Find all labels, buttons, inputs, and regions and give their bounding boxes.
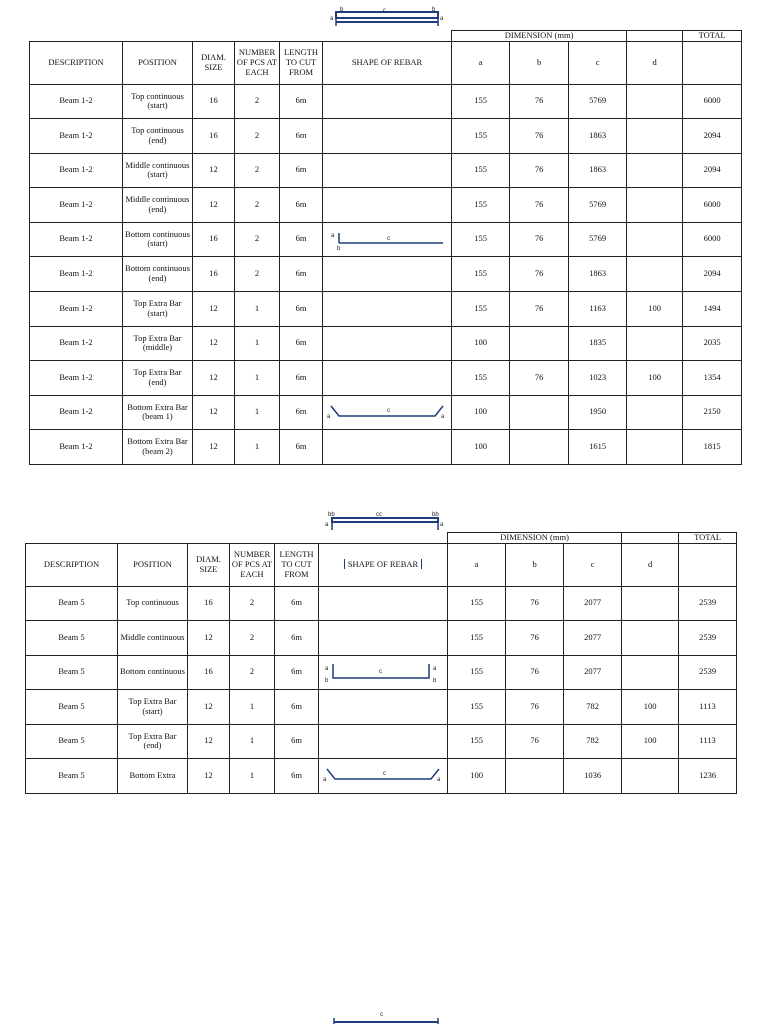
- cell-d: [627, 187, 683, 222]
- svg-text:a: a: [440, 522, 444, 528]
- rebar-shape-u-bar: [321, 658, 443, 688]
- cell-shape: [323, 326, 452, 360]
- cell-d: 100: [622, 724, 679, 758]
- cell-b: 76: [506, 586, 564, 620]
- table-row: [26, 620, 737, 655]
- cell-pos: Top continuous (end): [123, 118, 193, 153]
- header-a: a: [448, 543, 506, 586]
- next-page-rebar-diagram: [326, 1010, 444, 1024]
- cell-shape: [323, 153, 452, 187]
- header-shape: [319, 543, 448, 586]
- cell-c: 782: [564, 689, 622, 724]
- table-row: [30, 360, 742, 395]
- cell-b: 76: [506, 724, 564, 758]
- table-row: [30, 256, 742, 291]
- header-pcs: NUMBER OF PCS AT EACH: [230, 543, 275, 586]
- cell-diam: 16: [193, 118, 235, 153]
- cell-diam: 12: [188, 724, 230, 758]
- header-length: LENGTH TO CUT FROM: [275, 543, 319, 586]
- svg-text:a: a: [441, 413, 445, 420]
- cell-pos: Middle continuous (start): [123, 153, 193, 187]
- cell-diam: 12: [188, 689, 230, 724]
- cell-b: 76: [510, 291, 569, 326]
- svg-text:a: a: [323, 776, 327, 783]
- svg-text:bb: bb: [432, 512, 439, 518]
- cell-pcs: 1: [235, 326, 280, 360]
- header-pcs: NUMBER OF PCS AT EACH: [235, 41, 280, 84]
- cell-d: [622, 655, 679, 689]
- cell-desc: Beam 5: [26, 689, 118, 724]
- cell-desc: Beam 1-2: [30, 395, 123, 429]
- cell-shape: [323, 360, 452, 395]
- header-diam: DIAM. SIZE: [188, 543, 230, 586]
- cell-a: 100: [452, 326, 510, 360]
- cell-b: [510, 395, 569, 429]
- cell-d: [627, 222, 683, 256]
- svg-text:c: c: [383, 8, 386, 14]
- cell-pcs: 1: [230, 758, 275, 793]
- cell-desc: Beam 5: [26, 655, 118, 689]
- cell-shape: [323, 429, 452, 464]
- svg-text:a: a: [437, 776, 441, 783]
- cell-pcs: 1: [230, 689, 275, 724]
- cell-desc: Beam 1-2: [30, 153, 123, 187]
- cell-d: [627, 395, 683, 429]
- cell-pos: Bottom continuous (start): [123, 222, 193, 256]
- cell-total: 2539: [679, 586, 737, 620]
- cell-len: 6m: [280, 222, 323, 256]
- svg-text:a: a: [433, 665, 437, 672]
- cell-desc: Beam 1-2: [30, 84, 123, 118]
- header-length: LENGTH TO CUT FROM: [280, 41, 323, 84]
- cell-a: 155: [448, 724, 506, 758]
- cell-a: 155: [452, 187, 510, 222]
- cell-desc: Beam 5: [26, 586, 118, 620]
- cell-desc: Beam 5: [26, 758, 118, 793]
- table-row: [26, 689, 737, 724]
- header-total: [683, 41, 742, 84]
- header-total: [679, 543, 737, 586]
- cell-total: 1113: [679, 689, 737, 724]
- cell-len: 6m: [275, 620, 319, 655]
- cell-total: 2539: [679, 620, 737, 655]
- cell-c: 1615: [569, 429, 627, 464]
- cell-a: 155: [452, 291, 510, 326]
- cell-total: 1354: [683, 360, 742, 395]
- table-row: [30, 395, 742, 429]
- svg-text:a: a: [325, 522, 329, 528]
- svg-text:cc: cc: [376, 512, 382, 518]
- cell-diam: 12: [193, 153, 235, 187]
- cell-pos: Top Extra Bar (middle): [123, 326, 193, 360]
- cell-pos: Top continuous (start): [123, 84, 193, 118]
- cell-shape: [323, 222, 452, 256]
- cell-total: 6000: [683, 187, 742, 222]
- table-row: [30, 222, 742, 256]
- cell-d: [627, 326, 683, 360]
- cell-shape: [323, 256, 452, 291]
- cell-len: 6m: [280, 187, 323, 222]
- rebar-schedule-table-1: [29, 30, 742, 465]
- cell-len: 6m: [280, 429, 323, 464]
- cell-b: 76: [506, 620, 564, 655]
- cell-a: 155: [448, 689, 506, 724]
- header-description: DESCRIPTION: [30, 41, 123, 84]
- cell-d: [622, 620, 679, 655]
- cell-c: 782: [564, 724, 622, 758]
- cell-diam: 12: [193, 326, 235, 360]
- cell-pos: Middle continuous (end): [123, 187, 193, 222]
- svg-text:b: b: [337, 245, 341, 252]
- cell-c: 1023: [569, 360, 627, 395]
- cell-b: 76: [510, 84, 569, 118]
- cell-desc: Beam 1-2: [30, 326, 123, 360]
- cell-b: 76: [510, 118, 569, 153]
- cell-pcs: 1: [235, 429, 280, 464]
- header-description: DESCRIPTION: [26, 543, 118, 586]
- header-c: c: [569, 41, 627, 84]
- rebar-shape-bent-bar: [321, 761, 443, 791]
- table-row: [30, 187, 742, 222]
- header-shape-label: SHAPE OF REBAR: [344, 559, 422, 569]
- cell-pos: Bottom Extra Bar (beam 2): [123, 429, 193, 464]
- cell-b: [506, 758, 564, 793]
- cell-desc: Beam 1-2: [30, 291, 123, 326]
- cell-c: 1950: [569, 395, 627, 429]
- svg-text:b: b: [340, 7, 344, 13]
- svg-text:c: c: [383, 770, 386, 777]
- cell-pos: Top Extra Bar (end): [118, 724, 188, 758]
- cell-a: 155: [452, 153, 510, 187]
- cell-diam: 16: [188, 655, 230, 689]
- table-row: [26, 724, 737, 758]
- cell-d: [627, 256, 683, 291]
- cell-diam: 12: [193, 395, 235, 429]
- cell-a: 155: [452, 84, 510, 118]
- header-position: POSITION: [123, 41, 193, 84]
- cell-shape: [319, 620, 448, 655]
- cell-len: 6m: [275, 724, 319, 758]
- cell-diam: 12: [193, 429, 235, 464]
- cell-diam: 12: [193, 360, 235, 395]
- cell-diam: 12: [193, 291, 235, 326]
- cell-len: 6m: [275, 689, 319, 724]
- cell-pos: Bottom Extra Bar (beam 1): [123, 395, 193, 429]
- total-group-label: TOTAL: [679, 533, 737, 544]
- cell-d: [622, 586, 679, 620]
- cell-pos: Top Extra Bar (start): [123, 291, 193, 326]
- cell-pos: Middle continuous: [118, 620, 188, 655]
- cell-c: 1863: [569, 153, 627, 187]
- cell-shape: [319, 758, 448, 793]
- cell-c: 5769: [569, 222, 627, 256]
- header-d: d: [627, 41, 683, 84]
- total-group-label: TOTAL: [683, 31, 742, 42]
- cell-len: 6m: [280, 84, 323, 118]
- table-row: [30, 153, 742, 187]
- cell-a: 100: [452, 429, 510, 464]
- cell-pcs: 1: [230, 724, 275, 758]
- cell-pos: Bottom continuous (end): [123, 256, 193, 291]
- svg-text:c: c: [387, 407, 390, 414]
- table-row: [26, 586, 737, 620]
- cell-desc: Beam 5: [26, 724, 118, 758]
- cell-c: 1863: [569, 256, 627, 291]
- cell-diam: 16: [188, 586, 230, 620]
- svg-text:a: a: [331, 232, 335, 239]
- cell-total: 1494: [683, 291, 742, 326]
- svg-text:a: a: [330, 16, 334, 22]
- cell-pcs: 2: [235, 222, 280, 256]
- cell-d: [627, 84, 683, 118]
- dimension-group-label: DIMENSION (mm): [452, 31, 627, 42]
- cell-total: 2035: [683, 326, 742, 360]
- cell-diam: 12: [193, 187, 235, 222]
- cell-len: 6m: [275, 655, 319, 689]
- svg-text:bb: bb: [328, 512, 335, 518]
- cell-pos: Top Extra Bar (start): [118, 689, 188, 724]
- cell-c: 2077: [564, 620, 622, 655]
- table-row: [30, 291, 742, 326]
- header-shape: SHAPE OF REBAR: [323, 41, 452, 84]
- rebar-shape-bent-bar: [325, 398, 447, 428]
- cell-pos: Bottom Extra: [118, 758, 188, 793]
- cell-c: 1163: [569, 291, 627, 326]
- cell-pcs: 1: [235, 395, 280, 429]
- cell-total: 1113: [679, 724, 737, 758]
- cell-pos: Top Extra Bar (end): [123, 360, 193, 395]
- cell-pcs: 2: [235, 256, 280, 291]
- cell-c: 1863: [569, 118, 627, 153]
- cell-pos: Bottom continuous: [118, 655, 188, 689]
- cell-d: 100: [627, 360, 683, 395]
- cell-a: 155: [452, 256, 510, 291]
- cell-len: 6m: [280, 291, 323, 326]
- table-row: [30, 326, 742, 360]
- cell-total: 2539: [679, 655, 737, 689]
- header-d: d: [622, 543, 679, 586]
- cell-shape: [323, 84, 452, 118]
- header-c: c: [564, 543, 622, 586]
- cell-c: 1835: [569, 326, 627, 360]
- cell-pcs: 2: [230, 620, 275, 655]
- header-b: b: [506, 543, 564, 586]
- cell-len: 6m: [280, 326, 323, 360]
- cell-a: 155: [448, 655, 506, 689]
- header-position: POSITION: [118, 543, 188, 586]
- svg-text:b: b: [432, 7, 436, 13]
- cell-a: 155: [448, 586, 506, 620]
- cell-c: 1036: [564, 758, 622, 793]
- cell-total: 1815: [683, 429, 742, 464]
- cell-d: [627, 153, 683, 187]
- cell-c: 5769: [569, 187, 627, 222]
- cell-len: 6m: [280, 118, 323, 153]
- cell-d: [622, 758, 679, 793]
- cell-diam: 12: [188, 758, 230, 793]
- cell-b: [510, 429, 569, 464]
- cell-pos: Top continuous: [118, 586, 188, 620]
- cell-len: 6m: [275, 758, 319, 793]
- rebar-shape-l-bar: [325, 225, 447, 255]
- cell-total: 2094: [683, 118, 742, 153]
- cell-pcs: 1: [235, 291, 280, 326]
- cell-len: 6m: [280, 153, 323, 187]
- cell-a: 100: [452, 395, 510, 429]
- cell-pcs: 2: [230, 586, 275, 620]
- header-a: a: [452, 41, 510, 84]
- cell-pcs: 2: [230, 655, 275, 689]
- cell-shape: [323, 118, 452, 153]
- cell-diam: 16: [193, 84, 235, 118]
- cell-desc: Beam 1-2: [30, 222, 123, 256]
- top-rebar-diagram-1: [328, 4, 446, 30]
- cell-b: 76: [510, 187, 569, 222]
- table-row: [30, 118, 742, 153]
- cell-b: 76: [510, 360, 569, 395]
- cell-a: 100: [448, 758, 506, 793]
- svg-text:c: c: [380, 1012, 383, 1018]
- cell-c: 2077: [564, 655, 622, 689]
- cell-shape: [323, 395, 452, 429]
- cell-a: 155: [452, 222, 510, 256]
- cell-desc: Beam 5: [26, 620, 118, 655]
- cell-b: 76: [510, 256, 569, 291]
- cell-total: 2094: [683, 153, 742, 187]
- cell-pcs: 2: [235, 187, 280, 222]
- cell-desc: Beam 1-2: [30, 256, 123, 291]
- cell-d: 100: [622, 689, 679, 724]
- header-b: b: [510, 41, 569, 84]
- cell-diam: 12: [188, 620, 230, 655]
- cell-pcs: 2: [235, 118, 280, 153]
- cell-b: 76: [506, 655, 564, 689]
- cell-pcs: 1: [235, 360, 280, 395]
- cell-diam: 16: [193, 256, 235, 291]
- header-diam: DIAM. SIZE: [193, 41, 235, 84]
- cell-b: 76: [506, 689, 564, 724]
- cell-d: [627, 118, 683, 153]
- cell-pcs: 2: [235, 153, 280, 187]
- cell-a: 155: [452, 360, 510, 395]
- table-row: [26, 758, 737, 793]
- cell-shape: [319, 655, 448, 689]
- cell-b: 76: [510, 153, 569, 187]
- cell-a: 155: [448, 620, 506, 655]
- cell-c: 5769: [569, 84, 627, 118]
- cell-total: 6000: [683, 222, 742, 256]
- svg-text:b: b: [433, 677, 437, 684]
- cell-total: 6000: [683, 84, 742, 118]
- cell-len: 6m: [280, 395, 323, 429]
- svg-text:c: c: [387, 235, 390, 242]
- cell-total: 2094: [683, 256, 742, 291]
- svg-text:a: a: [327, 413, 331, 420]
- cell-shape: [319, 586, 448, 620]
- cell-len: 6m: [275, 586, 319, 620]
- svg-text:c: c: [379, 668, 382, 675]
- cell-b: [510, 326, 569, 360]
- cell-shape: [323, 187, 452, 222]
- cell-len: 6m: [280, 256, 323, 291]
- cell-desc: Beam 1-2: [30, 429, 123, 464]
- table-row: [30, 84, 742, 118]
- cell-c: 2077: [564, 586, 622, 620]
- svg-text:b: b: [325, 677, 329, 684]
- cell-shape: [319, 724, 448, 758]
- cell-b: 76: [510, 222, 569, 256]
- cell-pcs: 2: [235, 84, 280, 118]
- cell-total: 2150: [683, 395, 742, 429]
- cell-shape: [319, 689, 448, 724]
- cell-d: 100: [627, 291, 683, 326]
- table-row: [30, 429, 742, 464]
- cell-desc: Beam 1-2: [30, 360, 123, 395]
- cell-len: 6m: [280, 360, 323, 395]
- svg-text:a: a: [440, 16, 444, 22]
- cell-diam: 16: [193, 222, 235, 256]
- cell-shape: [323, 291, 452, 326]
- rebar-schedule-table-2: [25, 532, 737, 794]
- dimension-group-label: DIMENSION (mm): [448, 533, 622, 544]
- svg-text:a: a: [325, 665, 329, 672]
- cell-total: 1236: [679, 758, 737, 793]
- cell-desc: Beam 1-2: [30, 118, 123, 153]
- cell-a: 155: [452, 118, 510, 153]
- top-rebar-diagram-2: [324, 510, 446, 532]
- cell-d: [627, 429, 683, 464]
- table-row: [26, 655, 737, 689]
- cell-desc: Beam 1-2: [30, 187, 123, 222]
